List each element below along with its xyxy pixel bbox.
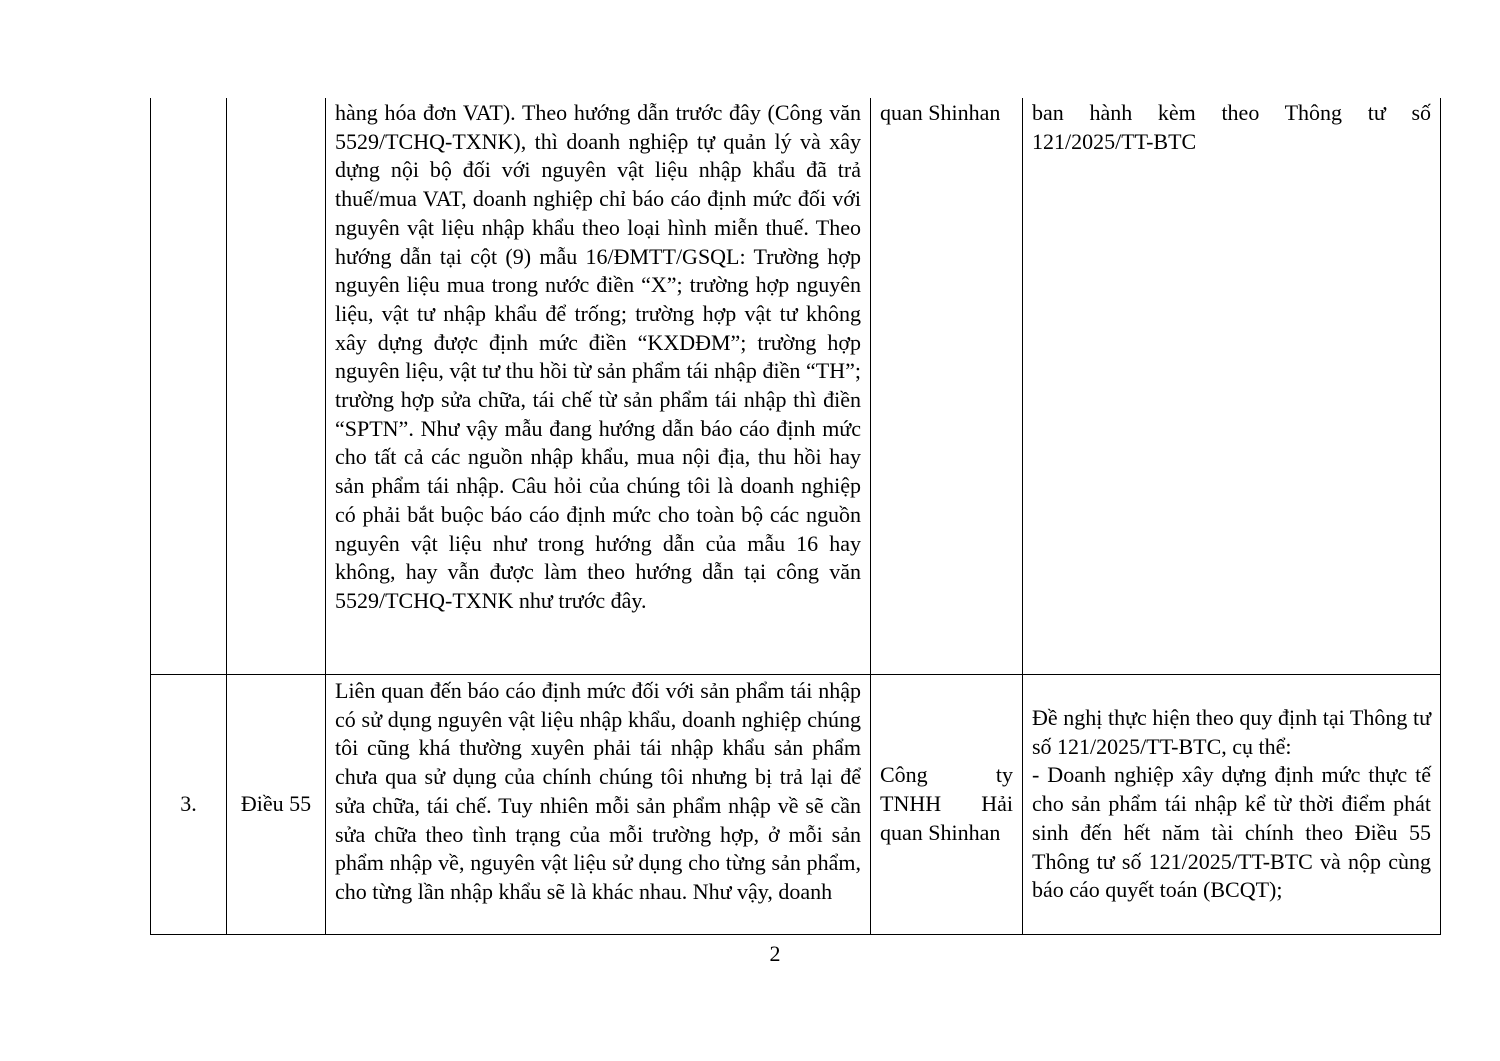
response-cell: [1023, 675, 1441, 935]
article-cell: [227, 98, 326, 675]
table-row-continued: [151, 98, 1441, 675]
table-row-3: [151, 675, 1441, 935]
unit-cell: quan Shinhan: [871, 98, 1023, 675]
response-paragraph-1: Đề nghị thực hiện theo quy định tại Thông tư số 121/2025/TT-BTC, cụ thể:: [1032, 705, 1431, 759]
content-cell: Liên quan đến báo cáo định mức đối với sản phẩm tái nhập có sử dụng nguyên vật liệu nhập khẩu, doanh nghiệp chúng tôi cũng khá thường xuyên phải tái nhập khẩu sản phẩm chưa qua sử dụng của chính chúng tôi nhưng bị trả lại để sửa chữa, tái chế. Tuy nhiên mỗi sản phẩm nhập về sẽ cần sửa chữa theo tình trạng của mỗi trường hợp, ở mỗi sản phẩm nhập về, nguyên vật liệu sử dụng cho từng sản phẩm, cho từng lần nhập khẩu sẽ là khác nhau. Như vậy, doanh: [326, 675, 871, 935]
page-number: 2: [769, 941, 781, 966]
response-paragraph-2: - Doanh nghiệp xây dựng định mức thực tế cho sản phẩm tái nhập kể từ thời điểm phát sinh đến hết năm tài chính theo Điều 55 Thông tư số 121/2025/TT-BTC và nộp cùng báo cáo quyết toán (BCQT);: [1032, 762, 1431, 903]
unit-cell: Công ty TNHH Hải quan Shinhan: [871, 675, 1023, 935]
article-cell: Điều 55: [227, 675, 326, 935]
response-cell: ban hành kèm theo Thông tư số 121/2025/TT-BTC: [1023, 98, 1441, 675]
stt-cell: 3.: [151, 675, 227, 935]
feedback-table: [150, 98, 1441, 935]
stt-cell: [151, 98, 227, 675]
content-cell: hàng hóa đơn VAT). Theo hướng dẫn trước đây (Công văn 5529/TCHQ-TXNK), thì doanh nghiệp tự quản lý và xây dựng nội bộ đối với nguyên vật liệu nhập khẩu đã trả thuế/mua VAT, doanh nghiệp chỉ báo cáo định mức đối với nguyên vật liệu nhập khẩu theo loại hình miễn thuế. Theo hướng dẫn tại cột (9) mẫu 16/ĐMTT/GSQL: Trường hợp nguyên liệu mua trong nước điền “X”; trường hợp nguyên liệu, vật tư nhập khẩu để trống; trường hợp vật tư không xây dựng được định mức điền “KXDĐM”; trường hợp nguyên liệu, vật tư thu hồi từ sản phẩm tái nhập điền “TH”; trường hợp sửa chữa, tái chế từ sản phẩm tái nhập thì điền “SPTN”. Như vậy mẫu đang hướng dẫn báo cáo định mức cho tất cả các nguồn nhập khẩu, mua nội địa, thu hồi hay sản phẩm tái nhập. Câu hỏi của chúng tôi là doanh nghiệp có phải bắt buộc báo cáo định mức cho toàn bộ các nguồn nguyên vật liệu như trong hướng dẫn của mẫu 16 hay không, hay vẫn được làm theo hướng dẫn tại công văn 5529/TCHQ-TXNK như trước đây.: [326, 98, 871, 675]
